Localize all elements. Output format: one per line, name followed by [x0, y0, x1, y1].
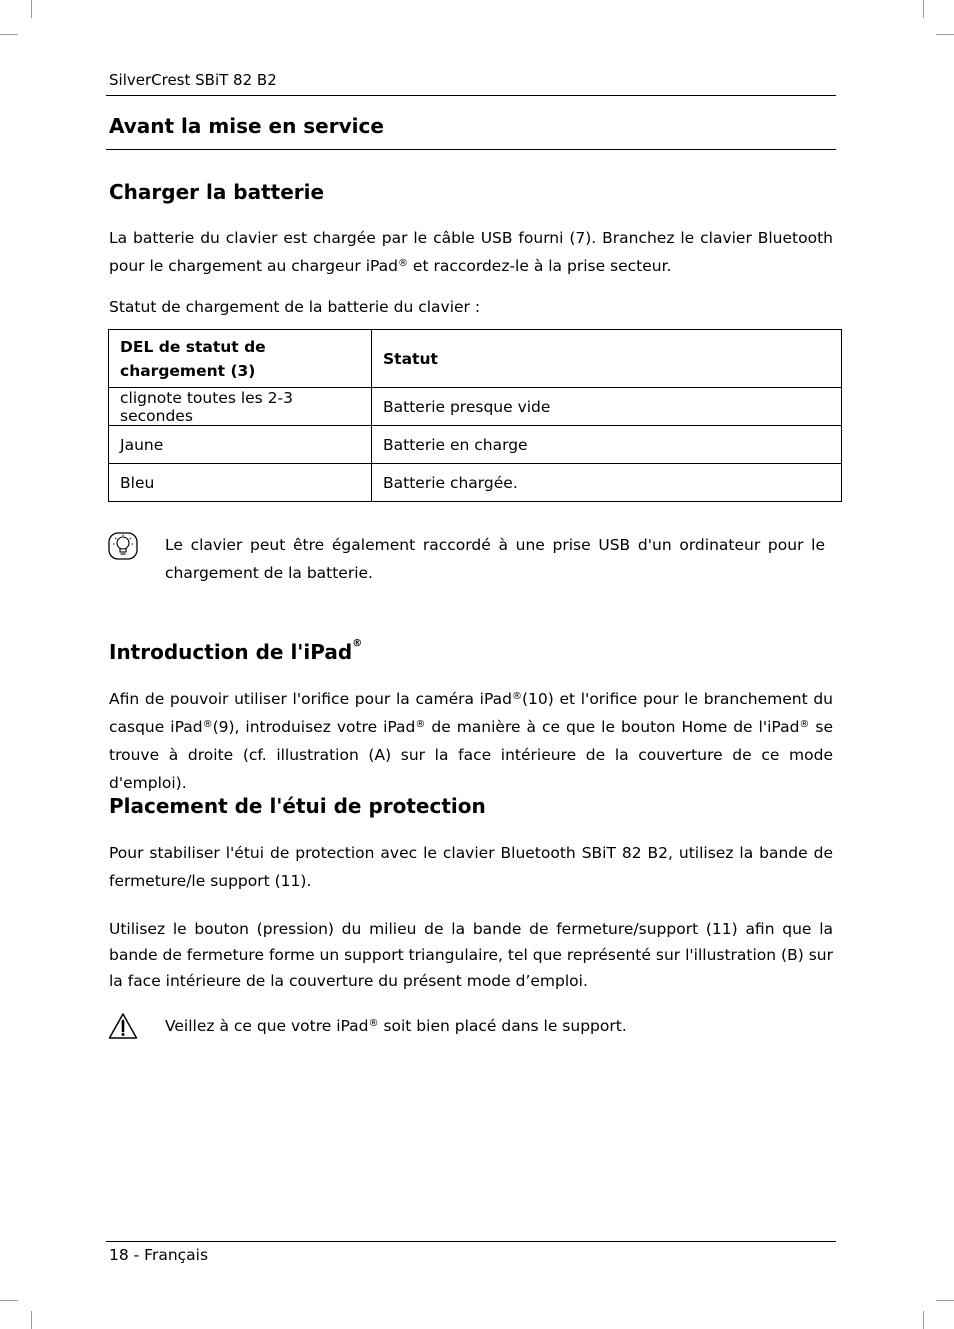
- table-cell: clignote toutes les 2-3 secondes: [109, 388, 372, 426]
- lightbulb-icon: [108, 532, 138, 560]
- running-header: SilverCrest SBiT 82 B2: [109, 71, 277, 89]
- table-header-row: [109, 330, 842, 388]
- tip-text: Le clavier peut être également raccordé à une prise USB d'un ordinateur pour le chargement de la batterie.: [165, 536, 825, 582]
- registered-mark: ®: [415, 719, 426, 730]
- registered-mark: ®: [799, 719, 810, 730]
- crop-mark: [0, 34, 18, 35]
- ipad-text: se trouve à droite (cf. illustration (A) sur la face intérieure de la couverture de ce mode d'emploi).: [109, 718, 834, 792]
- ipad-paragraph: [109, 685, 833, 797]
- heading-ipad-text: Introduction de l'iPad: [109, 640, 353, 664]
- charge-text-a: La batterie du clavier est chargée par le câble USB fourni (7). Branchez le clavier Bluetooth pour le chargement au chargeur iPad: [109, 229, 833, 275]
- case-paragraph-2: Utilisez le bouton (pression) du milieu de la bande de fermeture/support (11) afin que la bande de fermeture forme un support triangulaire, tel que représenté sur l'illustration (B) sur la face intérieure de la couverture du présent mode d’emploi.: [109, 920, 833, 990]
- header-rule: [106, 95, 836, 96]
- registered-mark: ®: [352, 638, 363, 649]
- registered-mark: ®: [368, 1018, 379, 1029]
- warning-text: [165, 1012, 825, 1040]
- charge-text-b: et raccordez-le à la prise secteur.: [407, 257, 672, 275]
- crop-mark: [0, 1300, 18, 1301]
- table-cell: Bleu: [109, 464, 372, 502]
- page-number: 18 - Français: [109, 1246, 209, 1264]
- crop-mark: [31, 0, 32, 18]
- registered-mark: ®: [397, 258, 408, 269]
- crop-mark: [936, 1300, 954, 1301]
- ipad-text: (9), introduisez votre iPad: [212, 718, 416, 736]
- heading-ipad: [109, 640, 362, 664]
- status-table: [108, 329, 842, 502]
- registered-mark: ®: [511, 691, 522, 702]
- table-row: [109, 426, 842, 464]
- warning-text-a: Veillez à ce que votre iPad: [165, 1017, 369, 1035]
- table-cell: Jaune: [109, 426, 372, 464]
- status-intro: Statut de chargement de la batterie du clavier :: [109, 298, 481, 316]
- table-header-cell: DEL de statut de chargement (3): [109, 330, 372, 388]
- crop-mark: [923, 1311, 924, 1329]
- registered-mark: ®: [202, 719, 213, 730]
- heading-charge: Charger la batterie: [109, 180, 325, 204]
- ipad-text: de manière à ce que le bouton Home de l'iPad: [425, 718, 800, 736]
- table-row: [109, 388, 842, 426]
- ipad-text: Afin de pouvoir utiliser l'orifice pour la caméra iPad: [109, 690, 512, 708]
- ipad-text: (10) et l'orifice pour le branchement du casque iPad: [109, 690, 833, 736]
- table-cell: Batterie chargée.: [372, 464, 842, 502]
- table-cell: Batterie en charge: [372, 426, 842, 464]
- warning-text-b: soit bien placé dans le support.: [378, 1017, 627, 1035]
- charge-paragraph: [109, 224, 833, 280]
- table-cell: Batterie presque vide: [372, 388, 842, 426]
- section-rule: [106, 149, 836, 150]
- footer-rule: [106, 1241, 836, 1242]
- case-paragraph-1: Pour stabiliser l'étui de protection avec le clavier Bluetooth SBiT 82 B2, utilisez la bande de fermeture/le support (11).: [109, 844, 833, 890]
- crop-mark: [923, 0, 924, 18]
- heading-case: Placement de l'étui de protection: [109, 794, 486, 818]
- table-header-cell: Statut: [372, 330, 842, 388]
- section-title: Avant la mise en service: [109, 114, 384, 138]
- warning-triangle-icon: [108, 1012, 138, 1040]
- crop-mark: [31, 1311, 32, 1329]
- table-row: [109, 464, 842, 502]
- crop-mark: [936, 34, 954, 35]
